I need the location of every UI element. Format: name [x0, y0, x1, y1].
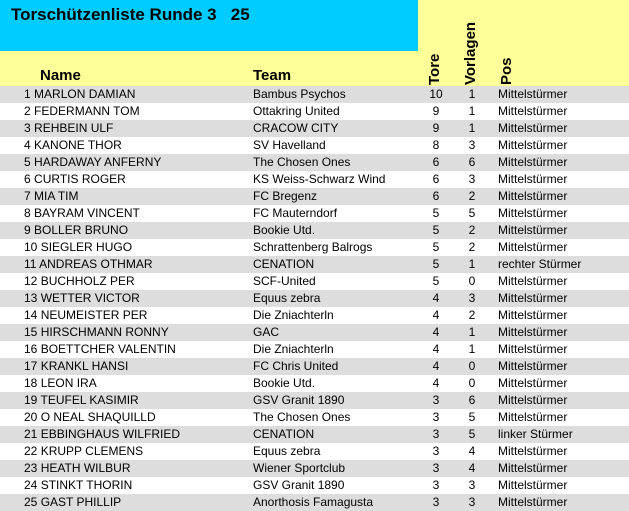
pos-cell: Mittelstürmer [498, 138, 568, 152]
player-cell [24, 86, 135, 103]
vorlagen-cell: 6 [468, 393, 476, 407]
tore-cell: 3 [432, 461, 440, 475]
tore-cell: 5 [432, 240, 440, 254]
team-cell: Die Zniachterln [253, 342, 334, 356]
vorlagen-cell: 4 [468, 444, 476, 458]
player-name: FEDERMANN TOM [34, 104, 140, 118]
player-cell [24, 103, 140, 120]
player-cell [24, 256, 152, 273]
pos-cell: Mittelstürmer [498, 87, 568, 101]
team-cell: GSV Granit 1890 [253, 393, 345, 407]
table-row [0, 307, 629, 324]
table-row [0, 86, 629, 103]
table-row [0, 290, 629, 307]
team-cell: Wiener Sportclub [253, 461, 346, 475]
rank-number: 10 [24, 240, 38, 254]
table-row [0, 443, 629, 460]
rank-number: 17 [24, 359, 38, 373]
player-name: SIEGLER HUGO [40, 240, 133, 254]
tore-cell: 8 [432, 138, 440, 152]
player-name: BUCHHOLZ PER [40, 274, 135, 288]
player-name: O NEAL SHAQUILLD [40, 410, 156, 424]
player-name: TEUFEL KASIMIR [40, 393, 139, 407]
team-cell: Anorthosis Famagusta [253, 495, 374, 509]
tore-cell: 5 [432, 223, 440, 237]
rank-number: 16 [24, 342, 38, 356]
rank-number: 21 [24, 427, 38, 441]
pos-cell: Mittelstürmer [498, 240, 568, 254]
vorlagen-cell: 1 [468, 121, 476, 135]
title-band [0, 0, 418, 51]
player-name: REHBEIN ULF [34, 121, 114, 135]
team-cell: Equus zebra [253, 291, 321, 305]
player-cell [24, 426, 180, 443]
tore-cell: 4 [432, 359, 440, 373]
title-label: Torschützenliste Runde 3 [11, 5, 217, 24]
table-row [0, 154, 629, 171]
vorlagen-cell: 1 [468, 257, 476, 271]
rank-number: 5 [24, 155, 31, 169]
pos-cell: Mittelstürmer [498, 359, 568, 373]
rank-number: 9 [24, 223, 31, 237]
vorlagen-cell: 3 [468, 172, 476, 186]
team-cell: Bookie Utd. [253, 376, 316, 390]
pos-cell: Mittelstürmer [498, 461, 568, 475]
header-band-right [418, 0, 629, 86]
column-header-name: Name [40, 67, 81, 84]
table-row [0, 256, 629, 273]
player-cell [24, 290, 140, 307]
tore-cell: 5 [432, 257, 440, 271]
team-cell: FC Bregenz [253, 189, 318, 203]
tore-cell: 10 [429, 87, 443, 101]
player-cell [24, 154, 161, 171]
team-cell: Equus zebra [253, 444, 321, 458]
rank-number: 7 [24, 189, 31, 203]
vorlagen-cell: 5 [468, 206, 476, 220]
team-cell: Bambus Psychos [253, 87, 346, 101]
column-header-team: Team [253, 67, 292, 84]
table-row [0, 494, 629, 511]
vorlagen-cell: 0 [468, 359, 476, 373]
rank-number: 12 [24, 274, 38, 288]
pos-cell: linker Stürmer [498, 427, 573, 441]
player-cell [24, 307, 147, 324]
team-cell: SCF-United [253, 274, 316, 288]
rank-number: 22 [24, 444, 38, 458]
player-cell [24, 120, 113, 137]
table-row [0, 205, 629, 222]
tore-cell: 6 [432, 189, 440, 203]
vorlagen-cell: 2 [468, 223, 476, 237]
vorlagen-cell: 1 [468, 104, 476, 118]
pos-cell: Mittelstürmer [498, 478, 568, 492]
tore-cell: 4 [432, 342, 440, 356]
rank-number: 20 [24, 410, 38, 424]
tore-cell: 3 [432, 495, 440, 509]
player-name: GAST PHILLIP [40, 495, 122, 509]
round-number: 25 [230, 5, 250, 24]
rank-number: 23 [24, 461, 38, 475]
rank-number: 13 [24, 291, 38, 305]
pos-cell: Mittelstürmer [498, 189, 568, 203]
player-name: BOETTCHER VALENTIN [40, 342, 176, 356]
player-name: KANONE THOR [34, 138, 122, 152]
player-cell [24, 188, 78, 205]
team-cell: Schrattenberg Balrogs [253, 240, 373, 254]
tore-cell: 6 [432, 172, 440, 186]
scorer-table [0, 86, 629, 511]
column-header-vorlagen: Vorlagen [462, 21, 479, 85]
tore-cell: 3 [432, 410, 440, 424]
player-cell [24, 477, 132, 494]
pos-cell: Mittelstürmer [498, 325, 568, 339]
tore-cell: 3 [432, 393, 440, 407]
table-row [0, 375, 629, 392]
rank-number: 19 [24, 393, 38, 407]
player-name: BAYRAM VINCENT [34, 206, 140, 220]
team-cell: CENATION [253, 257, 315, 271]
pos-cell: Mittelstürmer [498, 410, 568, 424]
pos-cell: Mittelstürmer [498, 308, 568, 322]
player-cell [24, 137, 122, 154]
team-cell: FC Mauterndorf [253, 206, 338, 220]
player-name: HARDAWAY ANFERNY [34, 155, 162, 169]
tore-cell: 4 [432, 325, 440, 339]
player-name: EBBINGHAUS WILFRIED [40, 427, 181, 441]
table-row [0, 222, 629, 239]
tore-cell: 9 [432, 104, 440, 118]
vorlagen-cell: 1 [468, 87, 476, 101]
table-row [0, 409, 629, 426]
vorlagen-cell: 2 [468, 308, 476, 322]
player-cell [24, 460, 131, 477]
player-name: MIA TIM [34, 189, 79, 203]
player-cell [24, 222, 128, 239]
tore-cell: 6 [432, 155, 440, 169]
pos-cell: Mittelstürmer [498, 274, 568, 288]
vorlagen-cell: 0 [468, 274, 476, 288]
team-cell: FC Chris United [253, 359, 339, 373]
rank-number: 8 [24, 206, 31, 220]
tore-cell: 4 [432, 308, 440, 322]
player-name: STINKT THORIN [40, 478, 133, 492]
player-cell [24, 392, 139, 409]
team-cell: CRACOW CITY [253, 121, 339, 135]
vorlagen-cell: 2 [468, 189, 476, 203]
rank-number: 15 [24, 325, 38, 339]
player-name: BOLLER BRUNO [34, 223, 129, 237]
pos-cell: Mittelstürmer [498, 291, 568, 305]
tore-cell: 4 [432, 291, 440, 305]
player-cell [24, 324, 169, 341]
vorlagen-cell: 3 [468, 495, 476, 509]
pos-cell: Mittelstürmer [498, 104, 568, 118]
vorlagen-cell: 4 [468, 461, 476, 475]
rank-number: 3 [24, 121, 31, 135]
pos-cell: rechter Stürmer [498, 257, 582, 271]
player-name: KRUPP CLEMENS [40, 444, 144, 458]
player-cell [24, 205, 140, 222]
rank-number: 25 [24, 495, 38, 509]
team-cell: GAC [253, 325, 280, 339]
table-row [0, 426, 629, 443]
vorlagen-cell: 3 [468, 138, 476, 152]
team-cell: SV Havelland [253, 138, 326, 152]
vorlagen-cell: 6 [468, 155, 476, 169]
pos-cell: Mittelstürmer [498, 444, 568, 458]
player-cell [24, 341, 176, 358]
player-cell [24, 409, 156, 426]
table-row [0, 137, 629, 154]
pos-cell: Mittelstürmer [498, 121, 568, 135]
player-cell [24, 273, 135, 290]
pos-cell: Mittelstürmer [498, 223, 568, 237]
table-row [0, 273, 629, 290]
team-cell: KS Weiss-Schwarz Wind [253, 172, 386, 186]
tore-cell: 3 [432, 478, 440, 492]
pos-cell: Mittelstürmer [498, 376, 568, 390]
vorlagen-cell: 3 [468, 291, 476, 305]
player-name: WETTER VICTOR [40, 291, 140, 305]
pos-cell: Mittelstürmer [498, 342, 568, 356]
rank-number: 4 [24, 138, 31, 152]
vorlagen-cell: 5 [468, 427, 476, 441]
table-row [0, 239, 629, 256]
player-cell [24, 494, 121, 511]
player-name: HIRSCHMANN RONNY [40, 325, 169, 339]
team-cell: The Chosen Ones [253, 155, 351, 169]
table-row [0, 120, 629, 137]
player-name: KRANKL HANSI [40, 359, 129, 373]
player-name: MARLON DAMIAN [34, 87, 136, 101]
column-header-tore: Tore [426, 53, 443, 85]
table-row [0, 103, 629, 120]
player-name: HEATH WILBUR [40, 461, 131, 475]
rank-number: 24 [24, 478, 38, 492]
player-name: LEON IRA [40, 376, 97, 390]
vorlagen-cell: 3 [468, 478, 476, 492]
table-row [0, 392, 629, 409]
vorlagen-cell: 1 [468, 325, 476, 339]
vorlagen-cell: 5 [468, 410, 476, 424]
vorlagen-cell: 2 [468, 240, 476, 254]
player-cell [24, 375, 97, 392]
team-cell: The Chosen Ones [253, 410, 351, 424]
page-title [11, 5, 250, 25]
table-row [0, 188, 629, 205]
table-row [0, 171, 629, 188]
tore-cell: 5 [432, 274, 440, 288]
player-name: CURTIS ROGER [34, 172, 126, 186]
table-row [0, 460, 629, 477]
tore-cell: 3 [432, 427, 440, 441]
pos-cell: Mittelstürmer [498, 155, 568, 169]
pos-cell: Mittelstürmer [498, 393, 568, 407]
vorlagen-cell: 1 [468, 342, 476, 356]
tore-cell: 5 [432, 206, 440, 220]
table-row [0, 341, 629, 358]
rank-number: 14 [24, 308, 38, 322]
vorlagen-cell: 0 [468, 376, 476, 390]
column-header-pos: Pos [498, 57, 515, 85]
tore-cell: 9 [432, 121, 440, 135]
team-cell: GSV Granit 1890 [253, 478, 345, 492]
rank-number: 18 [24, 376, 38, 390]
team-cell: Ottakring United [253, 104, 340, 118]
team-cell: Die Zniachterln [253, 308, 334, 322]
pos-cell: Mittelstürmer [498, 495, 568, 509]
team-cell: CENATION [253, 427, 315, 441]
table-row [0, 358, 629, 375]
rank-number: 2 [24, 104, 31, 118]
pos-cell: Mittelstürmer [498, 206, 568, 220]
player-cell [24, 239, 132, 256]
rank-number: 6 [24, 172, 31, 186]
pos-cell: Mittelstürmer [498, 172, 568, 186]
player-cell [24, 358, 128, 375]
rank-number: 11 [24, 257, 37, 271]
table-row [0, 324, 629, 341]
player-cell [24, 171, 126, 188]
rank-number: 1 [24, 87, 31, 101]
player-cell [24, 443, 143, 460]
tore-cell: 4 [432, 376, 440, 390]
tore-cell: 3 [432, 444, 440, 458]
team-cell: Bookie Utd. [253, 223, 316, 237]
player-name: ANDREAS OTHMAR [39, 257, 153, 271]
player-name: NEUMEISTER PER [40, 308, 148, 322]
table-row [0, 477, 629, 494]
